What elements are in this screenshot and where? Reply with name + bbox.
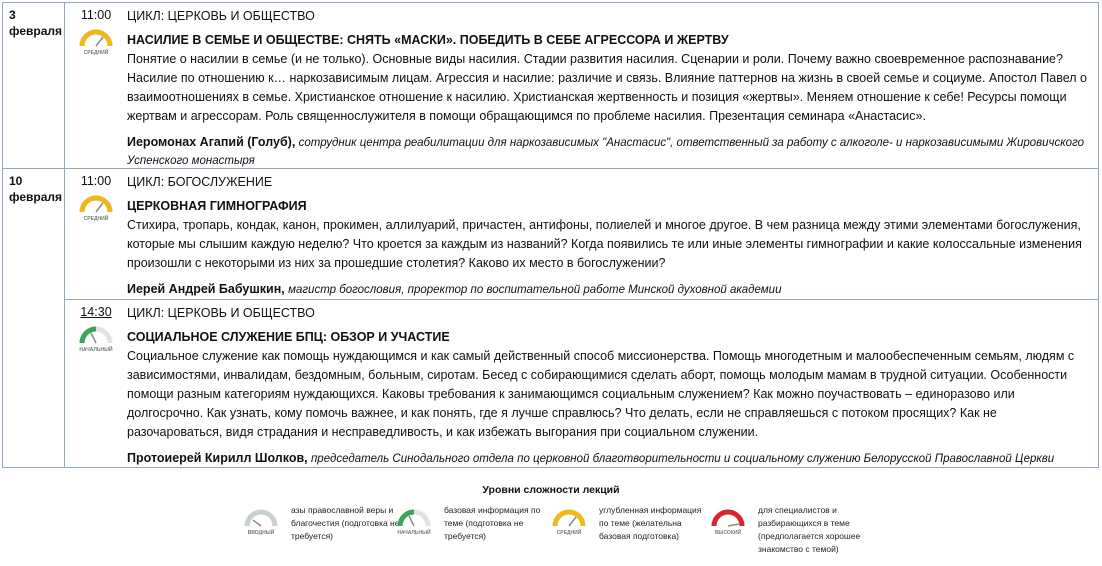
session-speaker	[127, 281, 1088, 299]
session-time: 11:00	[80, 174, 112, 188]
day-row	[3, 168, 1098, 467]
legend-text: азы православной веры и благочестия (подготовка не требуется)	[291, 505, 400, 541]
session-content	[127, 3, 1098, 176]
time-cell	[65, 300, 127, 467]
gauge-high-icon	[710, 506, 746, 538]
date-number: 10	[9, 174, 23, 188]
gauge-intro-icon	[243, 506, 279, 538]
legend-level-label: ВВОДНЫЙ	[247, 530, 275, 536]
session-time: 11:00	[80, 8, 112, 22]
time-cell	[65, 3, 127, 176]
gauge-basic-icon	[396, 506, 432, 538]
legend-level-label: ВЫСОКИЙ	[714, 530, 742, 536]
session-description: Понятие о насилии в семье (и не только). Основные виды насилия. Стадии развития насилия. Сценарии и роли. Почему важно своевременное распознавание? Насилие по отношению к… наркозависимым лицам. Агрессия и насилие: различие и связь. Влияние паттернов на жизнь в своей семье и социуме. Апостол Павел о взаимоотношениях в семье. Христианское отношение к насилию. Христианская жертвенность и позиция «жертвы». Меняем отношение к себе! Ресурсы помощи жертвам и агрессорам. Роль священнослужителя в помощи обращающимся по проблеме насилия. Презентация семинара «Анастасис».	[127, 52, 1087, 123]
level-label: СРЕДНИЙ	[83, 50, 109, 56]
schedule-table	[2, 2, 1099, 468]
session-description: Социальное служение как помощь нуждающимся и как самый действенный способ миссионерства. Помощь многодетным и малообеспеченным семьям, людям с зависимостями, инвалидам, бездомным, больным, сиротам. Бесед с собирающимися сделать аборт, помощь молодым мамам в трудной ситуации. Особенности помощи разным категориям нуждающихся. Каковы требования к занимающимся социальным служением? Как можно поучаствовать – единоразово или долгосрочно. Как узнать, кому помочь важнее, и как понять, где я лучше справлюсь? Что делать, если не справляешься с потоком просящих? Как не разочароваться, видя страдания и несправедливость, и как избежать выгорания при социальном служении.	[127, 349, 1075, 439]
session-cycle: ЦИКЛ: ЦЕРКОВЬ И ОБЩЕСТВО	[127, 306, 315, 320]
session-row	[65, 299, 1098, 467]
speaker-name: Протоиерей Кирилл Шолков,	[127, 451, 308, 465]
level-gauge-icon	[78, 194, 114, 222]
level-gauge-icon	[78, 325, 114, 353]
speaker-name: Иеромонах Агапий (Голуб),	[127, 135, 296, 149]
legend-row	[0, 504, 1102, 564]
session-description: Стихира, тропарь, кондак, канон, прокимен, аллилуарий, причастен, антифоны, полиелей и многое другое. В чем разница между этими элементами богослужения, которые мы слышим каждую неделю? Что кроется за каждым из названий? Когда появились те или иные элементы гимнографии и какие колоссальные изменения произошли с некоторыми из них за прошедшие столетия? Каково их место в богослужении?	[127, 218, 1082, 270]
session-time: 14:30	[80, 305, 112, 319]
speaker-name: Иерей Андрей Бабушкин,	[127, 282, 285, 296]
legend-text: для специалистов и разбирающихся в теме (предполагается хорошее знакомство с темой)	[758, 505, 861, 554]
level-label: СРЕДНИЙ	[83, 216, 109, 222]
sessions	[65, 3, 1098, 168]
session-title: НАСИЛИЕ В СЕМЬЕ И ОБЩЕСТВЕ: СНЯТЬ «МАСКИ». ПОБЕДИТЬ В СЕБЕ АГРЕССОРА И ЖЕРТВУ	[127, 33, 729, 47]
date-number: 3	[9, 8, 16, 22]
speaker-role: магистр богословия, проректор по воспитательной работе Минской духовной академии	[288, 284, 782, 296]
level-label: НАЧАЛЬНЫЙ	[79, 347, 113, 353]
difficulty-legend	[0, 484, 1102, 554]
date-cell	[3, 169, 65, 467]
session-speaker	[127, 134, 1088, 170]
session-row	[65, 169, 1098, 299]
date-month: февраля	[9, 190, 63, 204]
level-gauge-icon	[78, 28, 114, 56]
session-content	[127, 169, 1098, 299]
legend-title: Уровни сложности лекций	[482, 484, 620, 496]
session-cycle: ЦИКЛ: ЦЕРКОВЬ И ОБЩЕСТВО	[127, 9, 315, 23]
speaker-role: сотрудник центра реабилитации для наркозависимых "Анастасис", ответственный за работу с алкоголе- и наркозависимыми Жировичского Успенского монастыря	[127, 137, 1085, 167]
session-speaker	[127, 450, 1088, 468]
session-title: СОЦИАЛЬНОЕ СЛУЖЕНИЕ БПЦ: ОБЗОР И УЧАСТИЕ	[127, 330, 450, 344]
time-cell	[65, 169, 127, 299]
legend-level-label: СРЕДНИЙ	[556, 530, 582, 536]
day-row	[3, 3, 1098, 168]
session-cycle: ЦИКЛ: БОГОСЛУЖЕНИЕ	[127, 175, 273, 189]
gauge-medium-icon	[551, 506, 587, 538]
legend-text: углубленная информация по теме (желательна базовая подготовка)	[599, 505, 702, 541]
legend-text: базовая информация по теме (подготовка не требуется)	[444, 505, 541, 541]
date-cell	[3, 3, 65, 168]
speaker-role: председатель Синодального отдела по церковной благотворительности и социальному служению Белорусской Православной Церкви	[310, 453, 1055, 465]
legend-level-label: НАЧАЛЬНЫЙ	[397, 530, 431, 536]
session-content	[127, 300, 1098, 467]
session-title: ЦЕРКОВНАЯ ГИМНОГРАФИЯ	[127, 199, 307, 213]
date-month: февраля	[9, 24, 63, 38]
session-row	[65, 3, 1098, 176]
sessions	[65, 169, 1098, 467]
